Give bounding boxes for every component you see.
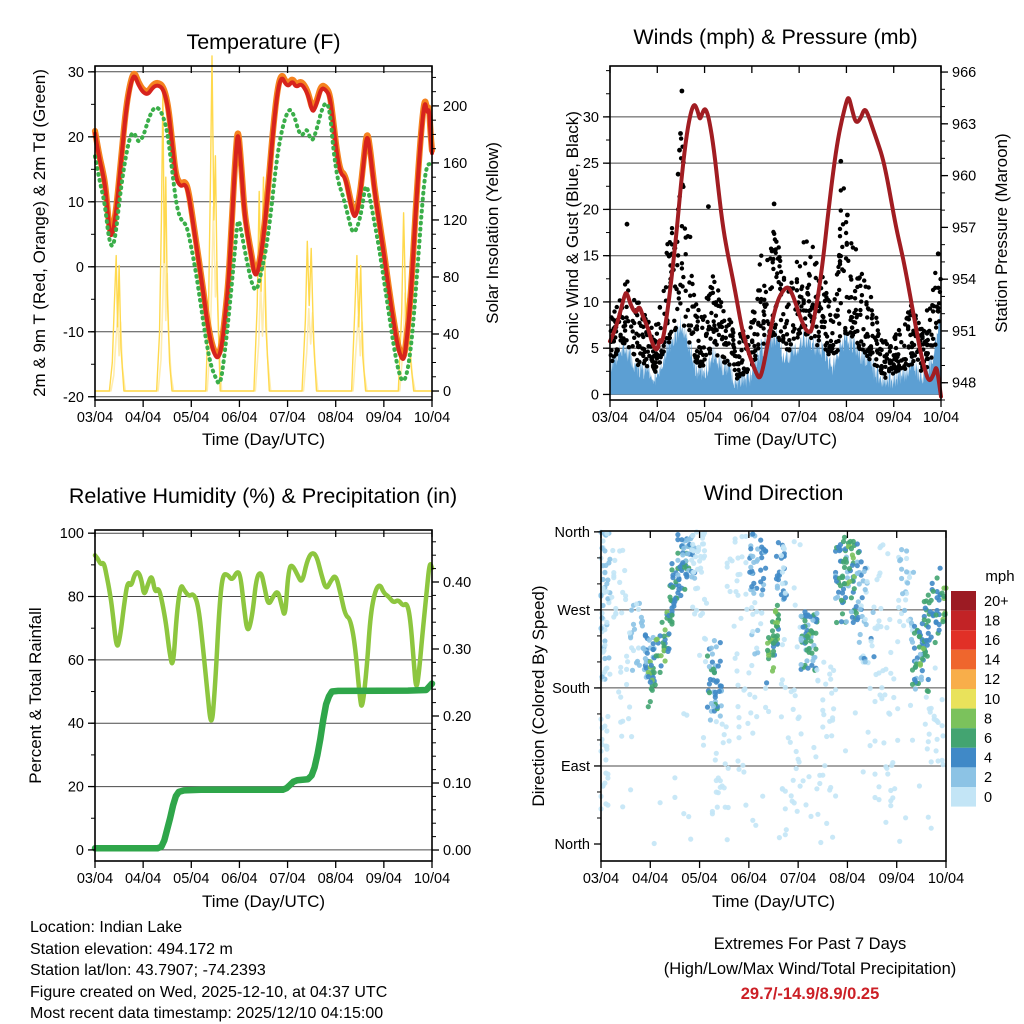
svg-text:10/04: 10/04 [413,871,451,887]
svg-text:North: North [554,524,590,541]
winddir-x-axis-label: Time (Day/UTC) [711,892,836,911]
svg-text:04/04: 04/04 [632,871,669,887]
svg-text:East: East [560,758,590,775]
svg-text:30: 30 [67,64,84,81]
temperature-x-axis-label: Time (Day/UTC) [201,430,326,449]
svg-text:05/04: 05/04 [681,871,718,887]
data-timestamp: Most recent data timestamp: 2025/12/10 04:15:00 [30,1005,384,1022]
svg-text:0.40: 0.40 [443,574,472,591]
svg-text:200: 200 [443,98,468,115]
svg-text:08/04: 08/04 [829,871,866,887]
svg-text:0: 0 [984,789,993,806]
svg-text:5: 5 [590,341,599,358]
temperature-left-axis-label: 2m & 9m T (Red, Orange) & 2m Td (Green) [30,69,49,397]
svg-text:30: 30 [582,109,599,126]
svg-text:04/04: 04/04 [124,871,162,887]
svg-text:03/04: 03/04 [76,871,114,887]
svg-text:40: 40 [67,716,84,733]
svg-text:05/04: 05/04 [686,410,723,426]
svg-text:0: 0 [75,259,84,276]
svg-text:18: 18 [984,613,1001,630]
svg-text:06/04: 06/04 [730,871,768,887]
svg-text:960: 960 [952,168,977,185]
extremes-title: Extremes For Past 7 Days [713,935,907,953]
svg-text:-20: -20 [63,389,84,406]
svg-text:0: 0 [75,842,84,859]
svg-text:12: 12 [984,672,1001,689]
svg-text:20: 20 [582,202,599,219]
svg-text:10: 10 [984,691,1001,708]
svg-text:07/04: 07/04 [779,871,817,887]
svg-text:09/04: 09/04 [875,410,912,426]
station-metadata [30,917,387,1024]
svg-text:966: 966 [952,65,977,82]
colorbar-unit-label: mph [985,568,1015,585]
svg-text:16: 16 [984,633,1001,649]
figure-created: Figure created on Wed, 2025-12-10, at 04:37 UTC [30,983,388,1001]
extremes-summary [600,932,1020,1007]
humidity-left-axis-label: Percent & Total Rainfall [26,607,45,784]
svg-text:10/04: 10/04 [922,410,960,426]
svg-text:06/04: 06/04 [221,410,258,426]
svg-text:6: 6 [984,731,993,747]
svg-text:07/04: 07/04 [269,871,306,887]
svg-text:09/04: 09/04 [365,871,403,887]
svg-text:40: 40 [443,326,460,343]
svg-text:06/04: 06/04 [733,410,771,426]
svg-text:20: 20 [67,129,84,146]
svg-text:0.20: 0.20 [443,709,472,726]
svg-text:948: 948 [952,375,977,392]
temperature-chart-title: Temperature (F) [186,30,341,54]
extremes-values: 29.7/-14.9/8.9/0.25 [740,985,880,1003]
svg-text:03/04: 03/04 [591,410,629,426]
svg-text:10/04: 10/04 [413,410,451,426]
svg-text:951: 951 [952,323,977,340]
svg-text:07/04: 07/04 [269,410,306,426]
svg-text:03/04: 03/04 [582,871,620,887]
winds-x-axis-label: Time (Day/UTC) [713,430,838,449]
station-location: Location: Indian Lake [30,919,183,936]
svg-text:10: 10 [67,194,84,211]
svg-text:80: 80 [67,589,84,606]
svg-text:-10: -10 [63,324,84,341]
svg-text:20+: 20+ [984,593,1009,610]
direction-axis-label: Direction (Colored By Speed) [529,585,548,807]
svg-text:954: 954 [952,272,977,289]
svg-text:08/04: 08/04 [317,871,354,887]
svg-text:South: South [552,680,590,697]
svg-text:04/04: 04/04 [124,410,162,426]
svg-text:05/04: 05/04 [173,410,210,426]
svg-text:West: West [557,602,590,619]
svg-text:0.10: 0.10 [443,776,472,793]
winds-pressure-chart-title: Winds (mph) & Pressure (mb) [633,25,918,49]
pressure-right-axis-label: Station Pressure (Maroon) [992,133,1011,333]
svg-text:09/04: 09/04 [365,410,403,426]
svg-text:0: 0 [443,384,452,401]
svg-text:0.30: 0.30 [443,641,472,658]
svg-text:100: 100 [59,526,84,543]
svg-text:80: 80 [443,269,460,286]
svg-text:06/04: 06/04 [221,871,258,887]
svg-text:10/04: 10/04 [927,871,965,887]
svg-text:14: 14 [984,652,1001,669]
humidity-precip-chart-title: Relative Humidity (%) & Precipitation (in) [68,484,458,508]
svg-text:North: North [554,837,590,854]
svg-text:0: 0 [590,387,599,404]
station-elevation: Station elevation: 494.172 m [30,940,233,958]
svg-text:2: 2 [984,770,993,787]
humidity-x-axis-label: Time (Day/UTC) [201,892,326,911]
svg-text:03/04: 03/04 [76,410,114,426]
svg-text:0.00: 0.00 [443,843,472,860]
svg-text:120: 120 [443,212,468,229]
extremes-subtitle: (High/Low/Max Wind/Total Precipitation) [663,960,957,978]
svg-text:957: 957 [952,220,977,237]
svg-text:60: 60 [67,652,84,669]
svg-text:10: 10 [582,294,599,311]
wind-left-axis-label: Sonic Wind & Gust (Blue, Black) [563,111,582,355]
svg-text:08/04: 08/04 [317,410,354,426]
svg-text:15: 15 [582,248,599,265]
svg-text:04/04: 04/04 [639,410,676,426]
svg-text:09/04: 09/04 [878,871,915,887]
solar-insolation-axis-label: Solar Insolation (Yellow) [483,142,502,324]
station-latlon: Station lat/lon: 43.7907; -74.2393 [30,962,266,979]
svg-text:25: 25 [582,156,599,173]
svg-text:8: 8 [984,711,993,728]
wind-direction-chart-title: Wind Direction [703,481,844,505]
svg-text:07/04: 07/04 [780,410,818,426]
svg-text:20: 20 [67,779,84,796]
svg-text:160: 160 [443,155,468,172]
svg-text:05/04: 05/04 [173,871,210,887]
svg-text:963: 963 [952,116,977,133]
svg-text:4: 4 [984,750,993,767]
svg-text:08/04: 08/04 [828,410,865,426]
